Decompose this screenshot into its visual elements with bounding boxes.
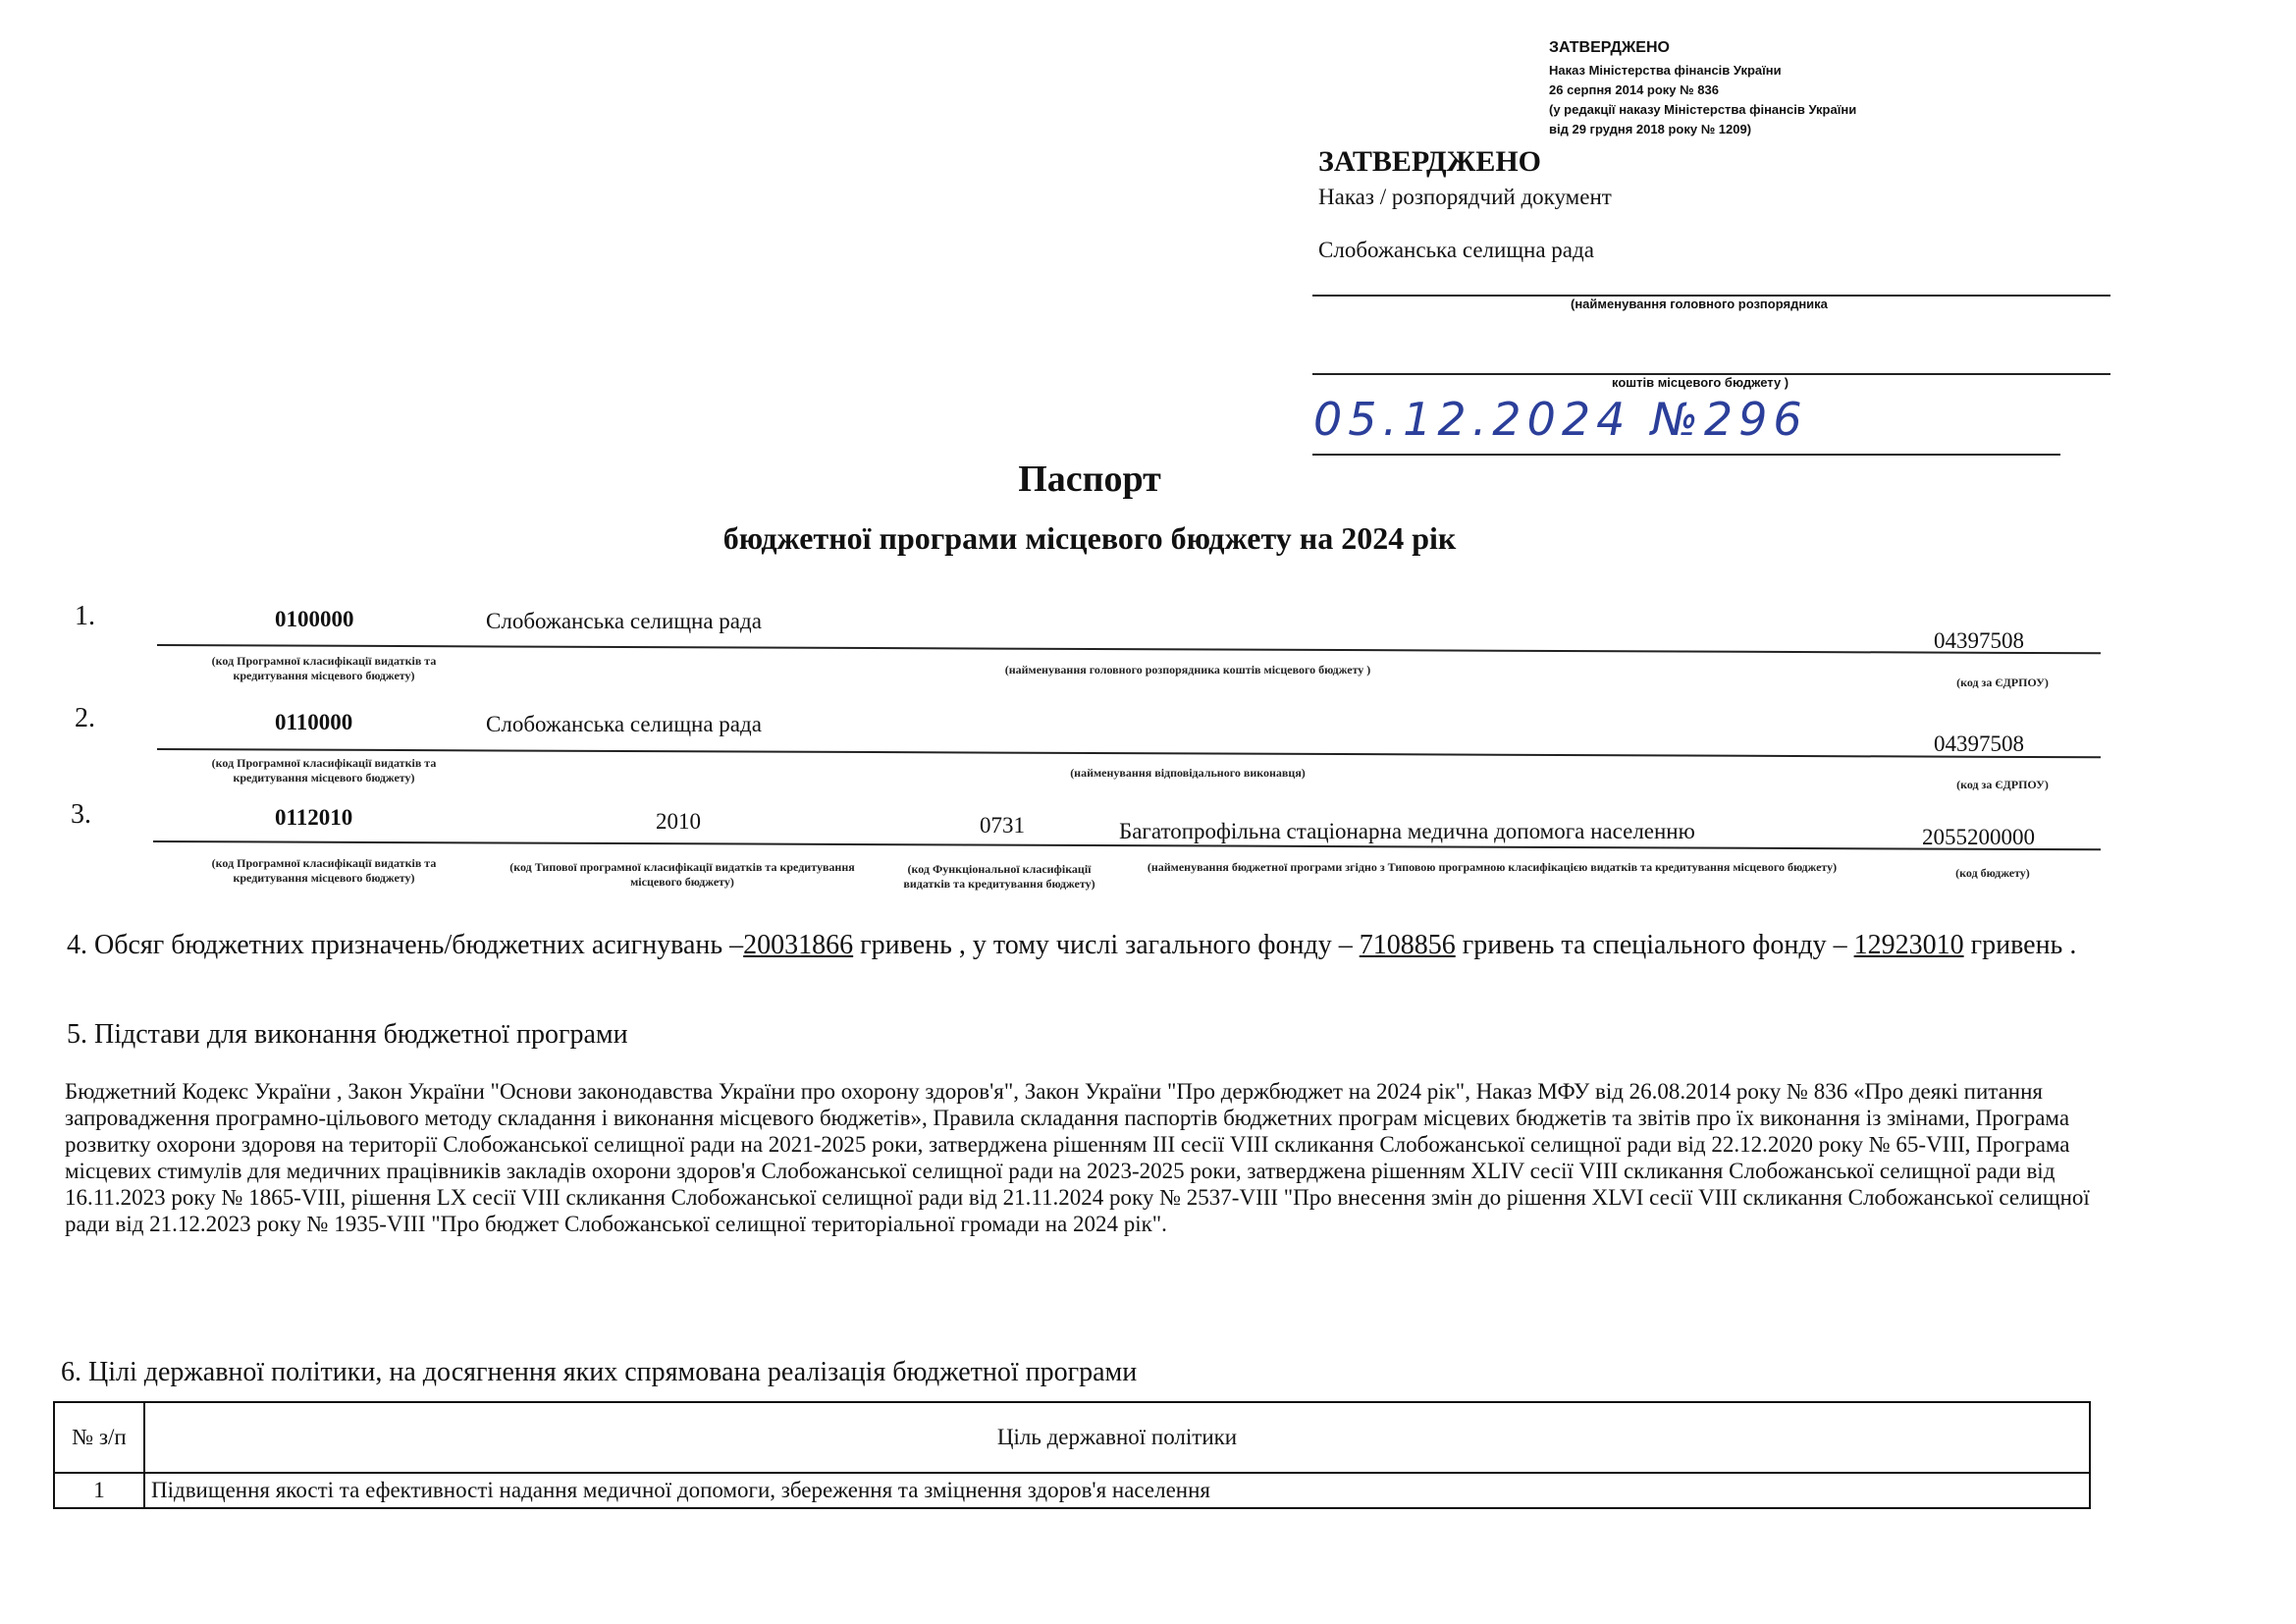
- section-4-text: [67, 927, 2089, 964]
- approval-order: Наказ / розпорядчий документ: [1318, 185, 1612, 209]
- row-3-caption-budget: (код бюджету): [1955, 866, 2030, 880]
- goal-text: Підвищення якості та ефективності надання медичної допомоги, збереження та зміцнення здоров'я населення: [144, 1473, 2090, 1508]
- handwritten-date-number: 05.12.2024 №296: [1313, 393, 1808, 446]
- row-3-caption-functional: (код Функціональної класифікації видатків та кредитування бюджету): [903, 862, 1095, 891]
- regulatory-approved: ЗАТВЕРДЖЕНО: [1549, 39, 1670, 56]
- row-1-caption-edrpou: (код за ЄДРПОУ): [1956, 676, 2049, 689]
- page-subtitle: бюджетної програми місцевого бюджету на 2024 рік: [722, 520, 1457, 556]
- goal-number: 1: [54, 1473, 144, 1508]
- approval-caption-1: (найменування головного розпорядника: [1571, 297, 1828, 311]
- regulatory-line-3: (у редакції наказу Міністерства фінансів України: [1549, 102, 1857, 117]
- general-fund-amount: 7108856: [1359, 930, 1456, 960]
- row-2-code: 0110000: [275, 710, 353, 734]
- regulatory-line-4: від 29 грудня 2018 року № 1209): [1549, 122, 1752, 136]
- approval-heading: ЗАТВЕРДЖЕНО: [1318, 145, 1541, 178]
- row-3-caption-code: (код Програмної класифікації видатків та кредитування місцевого бюджету): [211, 856, 437, 885]
- row-2-number: 2.: [75, 703, 95, 733]
- row-2-edrpou: 04397508: [1934, 731, 2024, 756]
- total-amount: 20031866: [743, 930, 854, 960]
- approval-caption-2: коштів місцевого бюджету ): [1612, 375, 1789, 390]
- row-3-caption-typical: (код Типової програмної класифікації видатків та кредитування місцевого бюджету): [509, 860, 855, 889]
- row-3-code: 0112010: [275, 805, 353, 830]
- section-4-part-1: 4. Обсяг бюджетних призначень/бюджетних асигнувань –: [67, 930, 744, 960]
- row-3-typical-code: 2010: [656, 809, 701, 834]
- row-3-program-name: Багатопрофільна стаціонарна медична допомога населенню: [1119, 819, 1695, 843]
- row-2-caption-edrpou: (код за ЄДРПОУ): [1956, 778, 2049, 791]
- row-3-functional-code: 0731: [980, 813, 1025, 838]
- approval-org: Слобожанська селищна рада: [1318, 238, 1594, 262]
- section-4-part-4: гривень .: [1963, 930, 2077, 960]
- page-title: Паспорт: [1018, 459, 1161, 500]
- row-2-caption-code: (код Програмної класифікації видатків та кредитування місцевого бюджету): [211, 756, 437, 785]
- regulatory-line-1: Наказ Міністерства фінансів України: [1549, 63, 1782, 78]
- row-1-caption-code: (код Програмної класифікації видатків та кредитування місцевого бюджету): [211, 654, 437, 682]
- table-header-row: [54, 1402, 2090, 1473]
- table-row: [54, 1473, 2090, 1508]
- column-header-goal: Ціль державної політики: [144, 1402, 2090, 1473]
- section-4-part-3: гривень та спеціального фонду –: [1455, 930, 1847, 960]
- special-fund-amount: 12923010: [1853, 930, 1964, 960]
- row-3-caption-name: (найменування бюджетної програми згідно з Типовою програмною класифікацією видатків та кредитування місцевого бюджету): [1147, 860, 1838, 874]
- section-5-basis-text: Бюджетний Кодекс України , Закон України "Основи законодавства України про охорону здоров'я", Закон України "Про держбюджет на 2024 рік", Наказ МФУ від 26.08.2014 року № 836 «Про деякі питання запровадження програмно-цільового методу складання і виконання місцевого бюджетів», Правила складання паспортів бюджетних програм місцевих бюджетів та звітів про їх виконання із змінами, Програма розвитку охорони здоровя на території Слобожанської селищної ради на 2021-2025 роки, затверджена рішенням ІІІ сесії VIII скликання Слобожанської селищної ради від 22.12.2020 року № 65-VIII, Програма місцевих стимулів для медичних працівників закладів охорони здоров'я Слобожанської селищної ради на 2023-2025 роки, затверджена рішенням XLIV сесії VIII скликання Слобожанської селищної ради від 16.11.2023 року № 1865-VIII, рішення LX сесії VIII скликання Слобожанської селищної ради від 21.11.2024 року № 2537-VIII "Про внесення змін до рішення XLVI сесії VIII скликання Слобожанської селищної ради від 21.12.2023 року № 1935-VIII "Про бюджет Слобожанської селищної територіальної громади на 2024 рік".: [65, 1079, 2090, 1236]
- row-1-code: 0100000: [275, 607, 354, 631]
- row-1-line: [157, 644, 2101, 654]
- row-1-name: Слобожанська селищна рада: [486, 609, 762, 633]
- row-3-budget-code: 2055200000: [1922, 825, 2035, 849]
- row-3-number: 3.: [71, 799, 91, 830]
- regulatory-line-2: 26 серпня 2014 року № 836: [1549, 82, 1719, 97]
- column-header-number: № з/п: [54, 1402, 144, 1473]
- policy-goals-table: [53, 1401, 2091, 1509]
- row-2-caption-name: (найменування відповідального виконавця): [1070, 766, 1306, 780]
- row-2-name: Слобожанська селищна рада: [486, 712, 762, 736]
- row-1-edrpou: 04397508: [1934, 628, 2024, 653]
- approval-line-3: [1312, 454, 2060, 456]
- row-1-caption-name: (найменування головного розпорядника коштів місцевого бюджету ): [1004, 663, 1371, 677]
- section-6-heading: 6. Цілі державної політики, на досягнення яких спрямована реалізація бюджетної програми: [61, 1357, 1138, 1387]
- section-5-heading: 5. Підстави для виконання бюджетної програми: [67, 1019, 628, 1050]
- section-4-part-2: гривень , у тому числі загального фонду –: [853, 930, 1360, 960]
- row-1-number: 1.: [75, 601, 95, 631]
